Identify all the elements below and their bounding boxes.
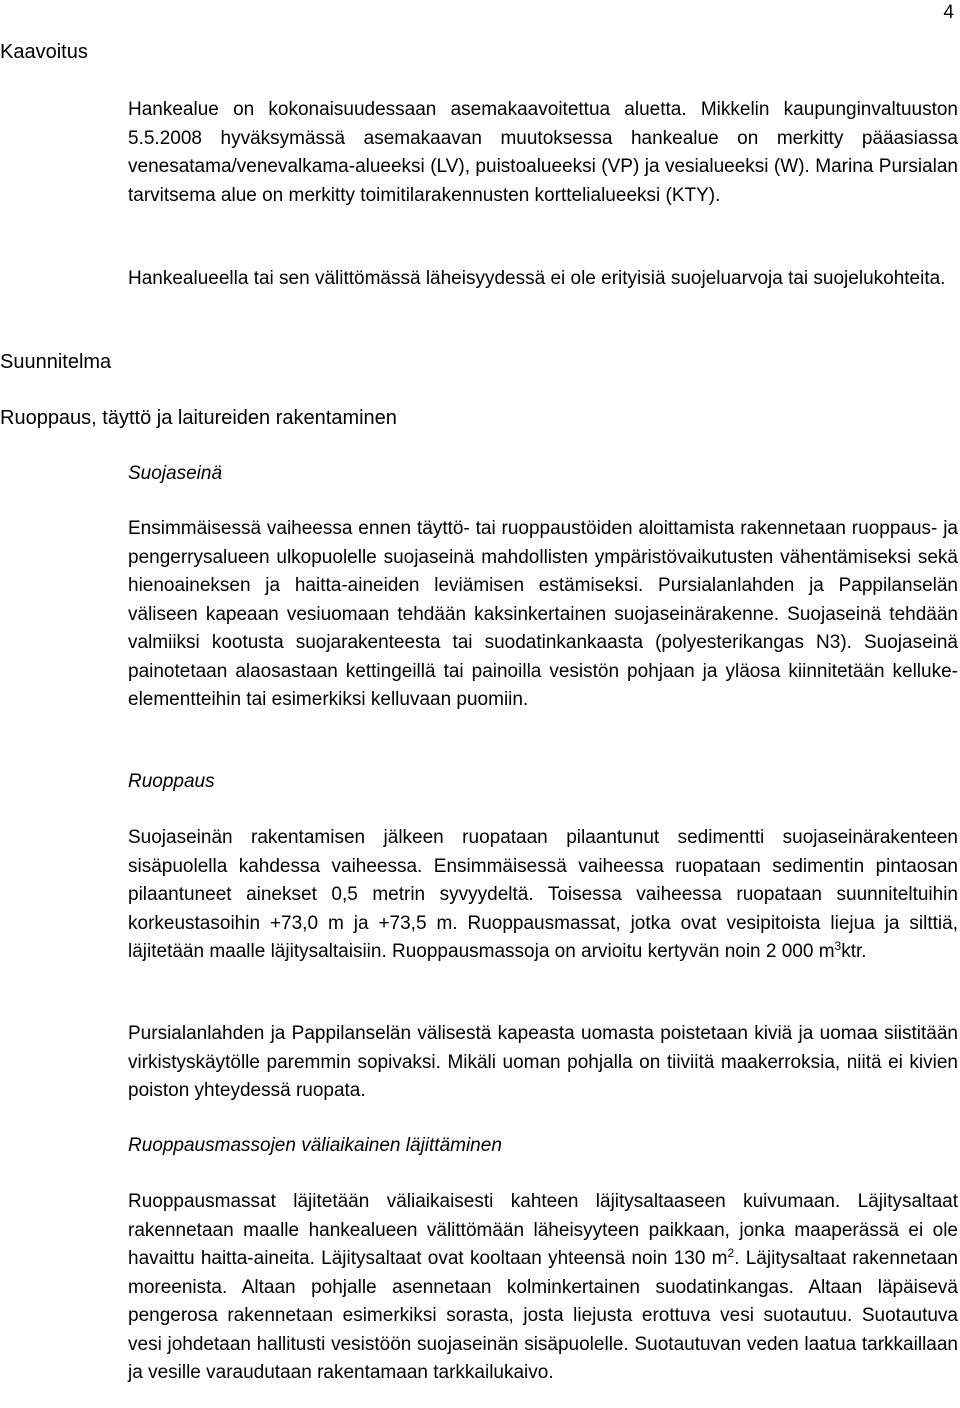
suojaseina-paragraph: Ensimmäisessä vaiheessa ennen täyttö- tai ruoppaustöiden aloittamista rakennetaan ruoppaus- ja pengerrysalueen ulkopuolelle suojaseinä mahdollisten ympäristövaikutusten vähentämiseksi sekä hienoaineksen ja haitta-aineiden leviämisen estämiseksi. Pursialanlahden ja Pappilanselän väliseen kapeaan vesiuomaan tehdään kaksinkertainen suojaseinärakenne. Suojaseinä tehdään valmiiksi kootusta suojarakenteesta tai suodatinkankaasta (polyesterikangas N3). Suojaseinä painotetaan alaosastaan kettingeillä tai painoilla vesistön pohjaan ja yläosa kiinnitetään kelluke-elementteihin tai esimerkiksi kelluvaan puomiin.	[128, 518, 958, 710]
page-number: 4	[943, 2, 954, 23]
valiaikainen-title: Ruoppausmassojen väliaikainen läjittäminen	[128, 1135, 502, 1156]
subsection-heading: Ruoppaus, täyttö ja laitureiden rakentaminen	[0, 407, 397, 429]
section-heading-kaavoitus: Kaavoitus	[0, 41, 88, 63]
ruoppaus-text-1-end: ktr.	[841, 941, 867, 962]
valiaikainen-text-end: . Läjitysaltaat rakennetaan moreenista. Altaan pohjalle asennetaan kolminkertainen suodatinkangas. Altaan läpäisevä pengerosa rakennetaan esimerkiksi sorasta, josta liejusta erottuva vesi suotautuu. Suotautuva vesi johdetaan hallitusti vesistöön suojaseinän sisäpuolelle. Suotautuvan veden laatua tarkkaillaan ja vesille varaudutaan rakentamaan tarkkailukaivo.	[128, 1248, 958, 1383]
ruoppaus-text-1: Suojaseinän rakentamisen jälkeen ruopataan pilaantunut sedimentti suojaseinärakenteen sisäpuolella kahdessa vaiheessa. Ensimmäisessä vaiheessa ruopataan sedimentin pintaosan pilaantuneet ainekset 0,5 metrin syvyydeltä. Toisessa vaiheessa ruopataan suunniteltuihin korkeustasoihin +73,0 m ja +73,5 m. Ruoppausmassat, jotka ovat vesipitoista liejua ja silttiä, läjitetään maalle läjitysaltaisiin. Ruoppausmassoja on arvioitu kertyvän noin 2 000 m	[128, 827, 958, 962]
ruoppaus-paragraph-1	[128, 824, 958, 967]
suojaseina-title: Suojaseinä	[128, 463, 223, 484]
valiaikainen-paragraph	[128, 1188, 958, 1388]
kaavoitus-paragraph-2: Hankealueella tai sen välittömässä läheisyydessä ei ole erityisiä suojeluarvoja tai suojelukohteita.	[128, 268, 946, 289]
kaavoitus-paragraph-1: Hankealue on kokonaisuudessaan asemakaavoitettua aluetta. Mikkelin kaupunginvaltuuston 5.5.2008 hyväksymässä asemakaavan muutoksessa hankealue on merkitty pääasiassa venesatama/venevalkama-alueeksi (LV), puistoalueeksi (VP) ja vesialueeksi (W). Marina Pursialan tarvitsema alue on merkitty toimitilarakennusten korttelialueeksi (KTY).	[128, 99, 958, 206]
ruoppaus-title: Ruoppaus	[128, 771, 215, 792]
valiaikainen-text: Ruoppausmassat läjitetään väliaikaisesti kahteen läjitysaltaaseen kuivumaan. Läjitysaltaat rakennetaan maalle hankealueen välittömään läheisyyteen paikkaan, jonka maaperässä ei ole havaittu haitta-aineita. Läjitysaltaat ovat kooltaan yhteensä noin 130 m	[128, 1191, 958, 1269]
valiaikainen-superscript: 2	[727, 1246, 735, 1260]
section-heading-suunnitelma: Suunnitelma	[0, 351, 112, 373]
ruoppaus-paragraph-2: Pursialanlahden ja Pappilanselän välisestä kapeasta uomasta poistetaan kiviä ja uomaa siistitään virkistyskäytölle paremmin sopivaksi. Mikäli uoman pohjalla on tiiviitä maakerroksia, niitä ei kivien poiston yhteydessä ruopata.	[128, 1023, 958, 1101]
ruoppaus-superscript: 3	[834, 939, 842, 953]
